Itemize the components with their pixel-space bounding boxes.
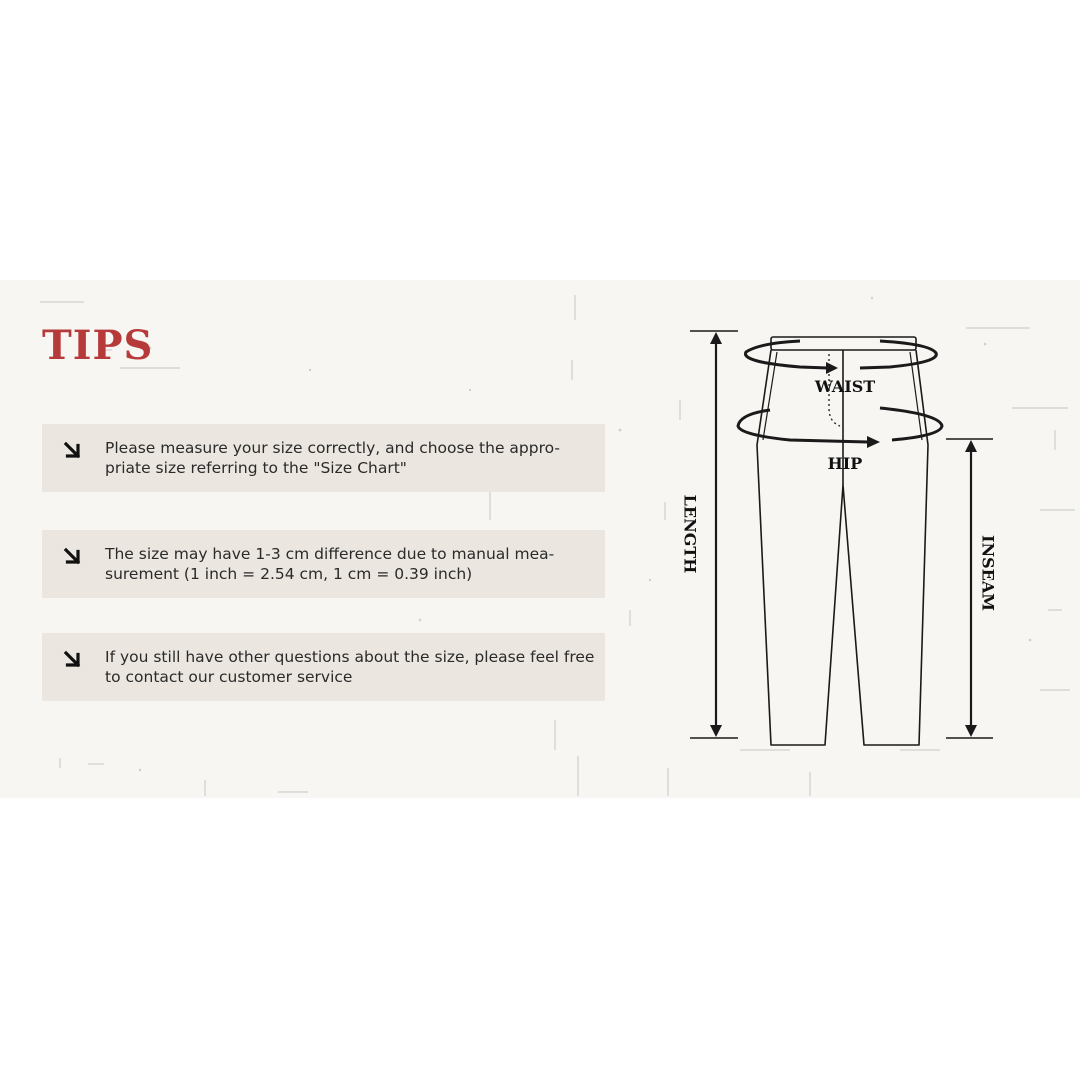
- tip-text: If you still have other questions about the size, please feel free to contact our customer service: [105, 648, 595, 686]
- waist-measure-loop: [745, 341, 936, 368]
- tip-text: The size may have 1-3 cm difference due to manual mea-surement (1 inch = 2.54 cm, 1 cm = 0.39 inch): [105, 545, 555, 583]
- length-arrowhead-top: [710, 332, 722, 344]
- hip-arrowhead: [867, 436, 880, 448]
- inseam-arrowhead-bottom: [965, 725, 977, 737]
- waist-label: WAIST: [814, 377, 876, 396]
- length-arrowhead-bottom: [710, 725, 722, 737]
- pants-outline: [757, 337, 928, 745]
- hip-measure-loop: [738, 408, 942, 442]
- inseam-label: INSEAM: [978, 535, 998, 611]
- inseam-arrowhead-top: [965, 440, 977, 452]
- waist-arrowhead: [826, 362, 838, 374]
- hip-label: HIP: [827, 454, 863, 473]
- pants-measurement-diagram: [0, 280, 1080, 798]
- tips-title: TIPS: [42, 322, 154, 369]
- tips-panel: [0, 280, 1080, 798]
- length-label: LENGTH: [680, 494, 700, 574]
- tip-text: Please measure your size correctly, and choose the appro-priate size referring to the "Size Chart": [105, 439, 560, 477]
